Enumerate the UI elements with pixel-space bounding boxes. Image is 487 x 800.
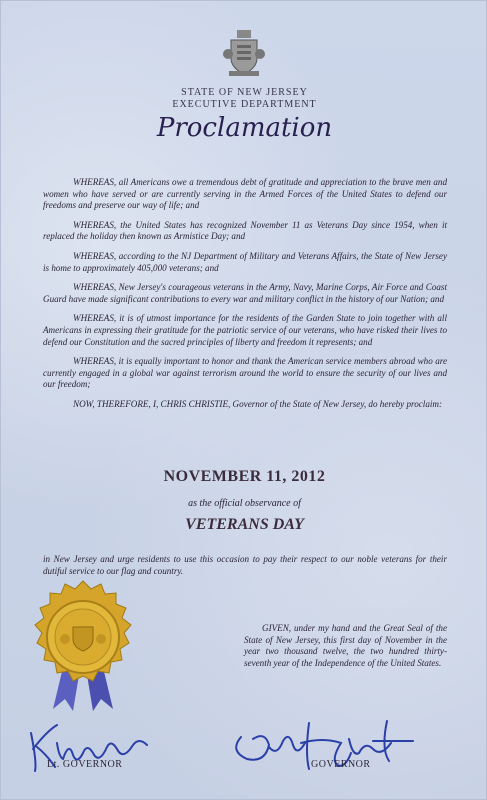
proclaim-paragraph: NOW, THEREFORE, I, CHRIS CHRISTIE, Governor of the State of New Jersey, do hereby proclaim: — [73, 398, 442, 409]
state-crest-icon — [223, 28, 265, 78]
observance-text: as the official observance of — [188, 498, 301, 509]
whereas-clauses — [43, 177, 447, 419]
observance-name: VETERANS DAY — [185, 516, 304, 533]
document-header — [1, 87, 487, 111]
whereas-paragraph: WHEREAS, according to the NJ Department of Military and Veterans Affairs, the State of New Jersey is home to approximately 405,000 veterans; and — [43, 250, 447, 273]
document-title: Proclamation — [156, 113, 333, 143]
whereas-paragraph: WHEREAS, all Americans owe a tremendous debt of gratitude and appreciation to the brave men and women who have served or are currently serving in the Armed Forces of the United States to defend our freedoms and preserve our way of life; and — [43, 177, 447, 211]
lt-governor-label: Lt. GOVERNOR — [47, 759, 123, 770]
governor-label: GOVERNOR — [311, 759, 371, 770]
whereas-paragraph: WHEREAS, New Jersey's courageous veterans in the Army, Navy, Marine Corps, Air Force and Coast Guard have made significant contributions to every war and military conflict in the history of our Nation; and — [43, 282, 447, 304]
gold-seal-icon — [25, 579, 141, 713]
closing-paragraph: in New Jersey and urge residents to use this occasion to pay their respect to our noble veterans for their dutiful service to our flag and country. — [43, 554, 447, 576]
whereas-paragraph: WHEREAS, it is of utmost importance for the residents of the Garden State to join together with all Americans in expressing their gratitude for the patriotic service of our veterans, who have risked their lives to defend our Constitution and the sacred principles of liberty and freedom it represents; and — [43, 313, 447, 347]
given-clause: GIVEN, under my hand and the Great Seal of the State of New Jersey, this first day of November in the year two thousand twelve, the two hundred thirty-seventh year of the Independence of the United States. — [244, 623, 447, 668]
proclaimed-date: NOVEMBER 11, 2012 — [163, 468, 326, 485]
whereas-paragraph: WHEREAS, it is equally important to honor and thank the American service members abroad who are currently engaged in a global war against terrorism around the world to ensure the security of our lives and our freedom; — [43, 356, 447, 390]
state-name: STATE OF NEW JERSEY — [181, 87, 308, 98]
whereas-paragraph: WHEREAS, the United States has recognized November 11 as Veterans Day since 1954, when it replaced the holiday then known as Armistice Day; and — [43, 219, 447, 242]
department-name: EXECUTIVE DEPARTMENT — [172, 99, 317, 110]
